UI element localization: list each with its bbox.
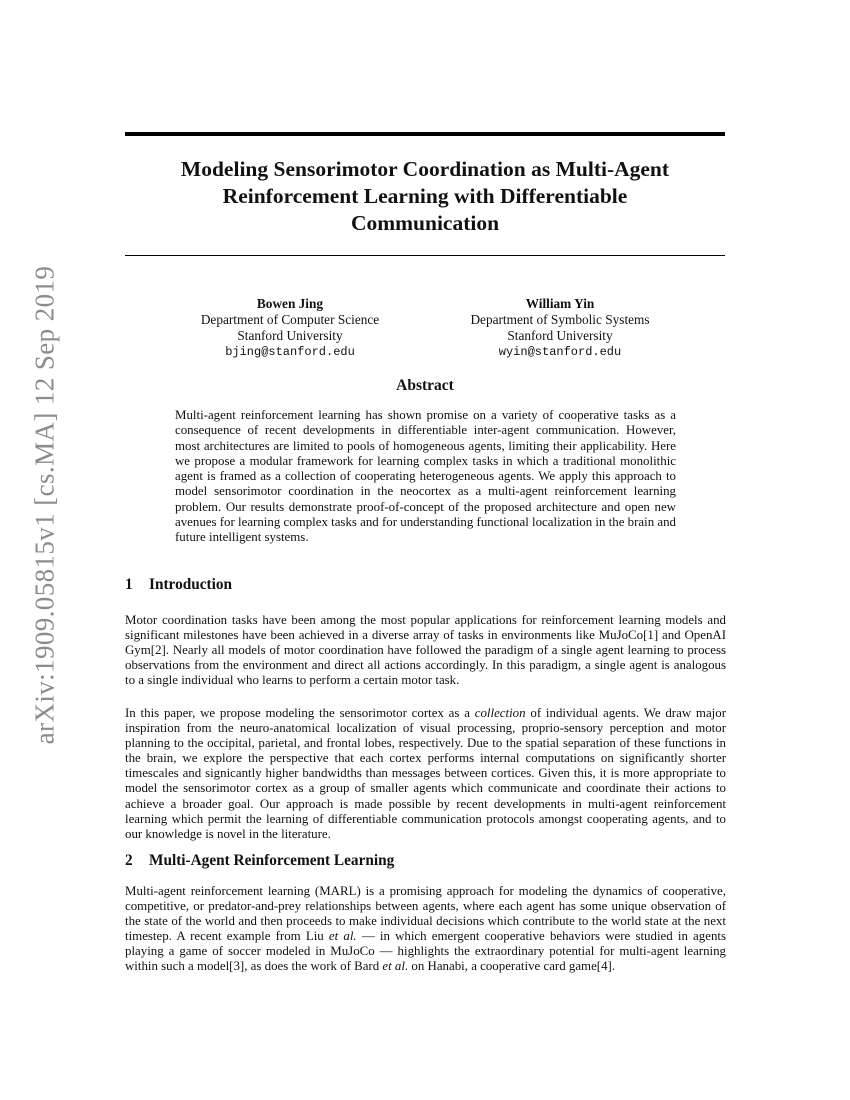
paragraph-text: In this paper, we propose modeling the sensorimotor cortex as a: [125, 706, 475, 720]
section-heading: [125, 852, 394, 870]
title-top-rule: [125, 132, 725, 136]
paper-title: [125, 156, 725, 237]
author-name: William Yin: [525, 296, 595, 311]
title-bottom-rule: [125, 255, 725, 256]
body-paragraph: [125, 613, 726, 688]
section-title: Multi-Agent Reinforcement Learning: [149, 852, 395, 869]
author-block: [180, 296, 400, 360]
section-title: Introduction: [149, 576, 233, 593]
paragraph-text: Multi-agent reinforcement learning (MARL) is a promising approach for modeling the dynamics of cooperative, competitive, or predator-and-prey relationships between agents, where each agent has some unique observation of the state of the world and then proceeds to make individual decisions which contribute to the world state at the next timestep. A recent example from Liu: [125, 884, 726, 944]
author-institution: Stanford University: [507, 328, 613, 343]
title-line: Communication: [350, 211, 500, 235]
title-line: Modeling Sensorimotor Coordination as Multi-Agent: [180, 157, 670, 181]
section-heading: [125, 576, 232, 594]
author-email: bjing@stanford.edu: [225, 345, 355, 359]
body-paragraph: [125, 884, 726, 975]
abstract-heading: Abstract: [396, 377, 454, 394]
author-department: Department of Computer Science: [200, 312, 380, 327]
abstract-text: Multi-agent reinforcement learning has shown promise on a variety of cooperative tasks as a consequence of recent developments in differentiable inter-agent communication. However, most architectures are limited to pools of homogeneous agents, limiting their applicability. Here we propose a modular framework for learning complex tasks in which a traditional monolithic agent is framed as a collection of cooperating heterogeneous agents. We apply this approach to model sensorimotor coordination in the neocortex as a multi-agent reinforcement learning problem. Our results demonstrate proof-of-concept of the proposed architecture and open new avenues for learning complex tasks and for understanding functional localization in the brain and future intelligent systems.: [175, 408, 676, 545]
author-department: Department of Symbolic Systems: [470, 312, 650, 327]
paragraph-text: Motor coordination tasks have been among the most popular applications for reinforcement learning models and significant milestones have been achieved in a diverse array of tasks in environments like MuJoCo[1] and OpenAI Gym[2]. Nearly all models of motor coordination have followed the paradigm of a single agent learning to process observations from the environment and direct all actions accordingly. In this paradigm, a single agent is analogous to a single individual who learns to perform a certain motor task.: [125, 613, 726, 688]
author-email: wyin@stanford.edu: [498, 345, 622, 359]
emphasis-text: et al.: [328, 929, 357, 944]
paragraph-text: of individual agents. We draw major inspiration from the neuro-anatomical localization of visual processing, proprio-sensory perception and motor planning to the occipital, parietal, and frontal lobes, respectively. Due to the spatial separation of these functions in the brain, we explore the perspective that each cortex performs internal computations on significantly shorter timescales and signicantly higher bandwidths than messages between cortices. Given this, it is more appropriate to model the sensorimotor cortex as a group of smaller agents which communicate and coordinate their actions to achieve a broader goal. Our approach is made possible by recent developments in multi-agent reinforcement learning which permit the learning of differentiable communication protocols amongst cooperating agents, and to our knowledge is novel in the literature.: [125, 706, 726, 841]
body-paragraph: [125, 706, 726, 842]
section-number: 2: [125, 852, 133, 869]
paragraph-text: on Hanabi, a cooperative card game[4].: [408, 959, 616, 974]
section-number: 1: [125, 576, 133, 593]
author-block: [450, 296, 670, 360]
arxiv-identifier-stamp: arXiv:1909.05815v1 [cs.MA] 12 Sep 2019: [29, 265, 60, 745]
author-name: Bowen Jing: [256, 296, 324, 311]
emphasis-text: et al.: [382, 959, 409, 974]
author-institution: Stanford University: [237, 328, 343, 343]
paragraph-text: — in which emergent cooperative behaviors were studied in agents playing a game of soccer modeled in MuJoCo — highlights the extraordinary potential for multi-agent learning within such a model[3], as does the work of Bard: [125, 929, 726, 974]
title-line: Reinforcement Learning with Differentiable: [222, 184, 628, 208]
emphasis-text: collection: [474, 706, 526, 720]
